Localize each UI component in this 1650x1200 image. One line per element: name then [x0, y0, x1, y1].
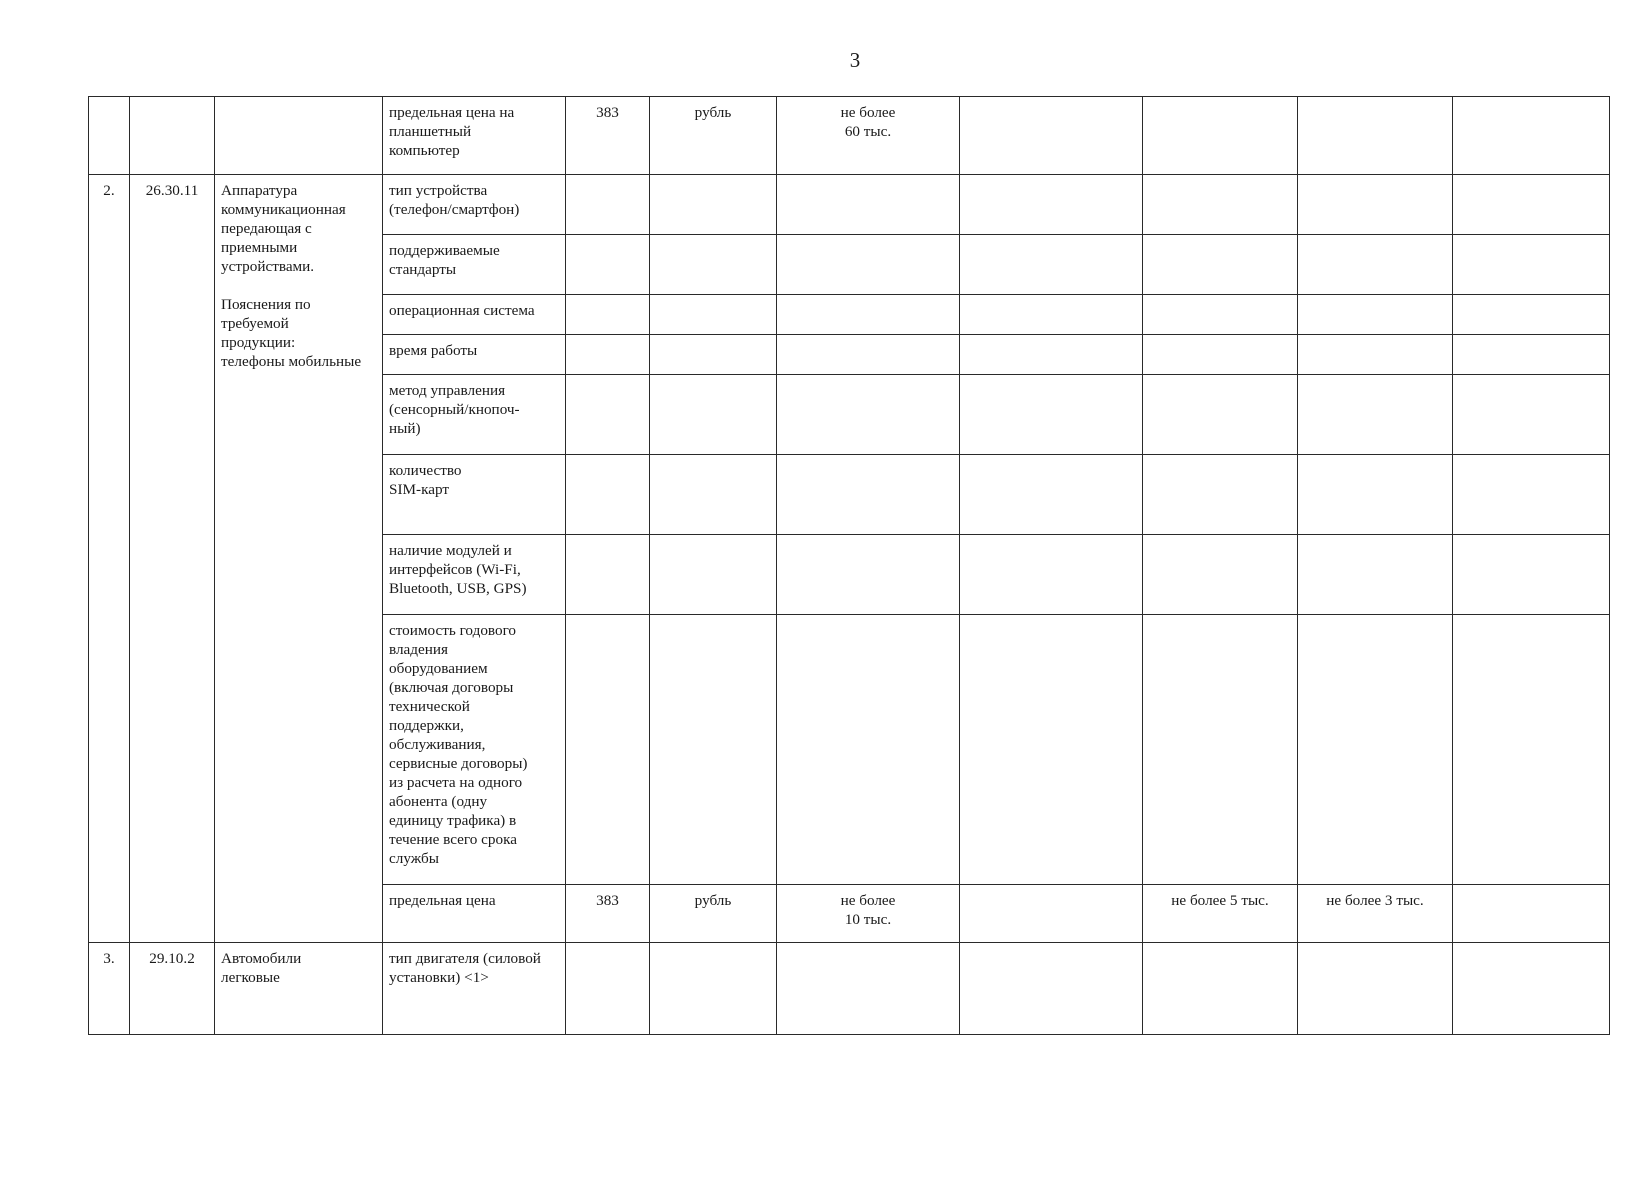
empty-cell — [1143, 295, 1298, 335]
empty-cell — [650, 535, 777, 615]
empty-cell — [777, 295, 960, 335]
empty-cell — [960, 615, 1143, 885]
empty-cell — [1453, 335, 1610, 375]
empty-cell — [650, 615, 777, 885]
empty-cell — [1453, 175, 1610, 235]
empty-cell — [1453, 943, 1610, 1035]
product-name-cell: Автомобили легковые — [215, 943, 383, 1035]
empty-cell — [566, 615, 650, 885]
characteristic-cell: предельная цена — [383, 885, 566, 943]
okpd-code-cell: 29.10.2 — [130, 943, 215, 1035]
characteristic-cell: стоимость годового владения оборудованием (включая договоры технической поддержки, обслуживания, сервисные договоры) из расчета на одного абонента (одну единицу трафика) в течение всего срока службы — [383, 615, 566, 885]
empty-cell — [1453, 615, 1610, 885]
empty-cell — [960, 535, 1143, 615]
empty-cell — [1298, 175, 1453, 235]
empty-cell — [1143, 615, 1298, 885]
empty-cell — [960, 235, 1143, 295]
empty-cell — [566, 175, 650, 235]
empty-cell — [566, 375, 650, 455]
value-cell: не более 5 тыс. — [1143, 885, 1298, 943]
characteristic-cell: метод управления (сенсорный/кнопоч- ный) — [383, 375, 566, 455]
empty-cell — [650, 375, 777, 455]
okpd-code-cell: 26.30.11 — [130, 175, 215, 943]
empty-cell — [566, 235, 650, 295]
page-number: 3 — [849, 48, 861, 72]
empty-cell — [1143, 235, 1298, 295]
empty-cell — [650, 943, 777, 1035]
value-cell: не более 10 тыс. — [777, 885, 960, 943]
empty-cell — [960, 295, 1143, 335]
okei-code-cell: 383 — [566, 885, 650, 943]
empty-cell — [1298, 97, 1453, 175]
empty-cell — [650, 335, 777, 375]
empty-cell — [1298, 235, 1453, 295]
empty-cell — [960, 97, 1143, 175]
empty-cell — [650, 175, 777, 235]
empty-cell — [1298, 335, 1453, 375]
empty-cell — [1453, 295, 1610, 335]
empty-cell — [777, 455, 960, 535]
characteristic-cell: количество SIM-карт — [383, 455, 566, 535]
empty-cell — [1143, 455, 1298, 535]
empty-cell — [1143, 97, 1298, 175]
characteristic-cell: операционная система — [383, 295, 566, 335]
empty-cell — [1143, 535, 1298, 615]
empty-cell — [777, 375, 960, 455]
empty-cell — [1143, 175, 1298, 235]
empty-cell — [566, 295, 650, 335]
unit-cell: рубль — [650, 97, 777, 175]
empty-cell — [1298, 295, 1453, 335]
empty-cell — [1143, 335, 1298, 375]
empty-cell — [650, 235, 777, 295]
characteristic-cell: тип двигателя (силовой установки) <1> — [383, 943, 566, 1035]
empty-cell — [960, 943, 1143, 1035]
empty-cell — [777, 175, 960, 235]
empty-cell — [1298, 535, 1453, 615]
empty-cell — [650, 295, 777, 335]
empty-cell — [650, 455, 777, 535]
empty-cell — [960, 455, 1143, 535]
empty-cell — [1453, 235, 1610, 295]
empty-cell — [1453, 375, 1610, 455]
unit-cell: рубль — [650, 885, 777, 943]
empty-cell — [566, 335, 650, 375]
characteristic-cell: предельная цена на планшетный компьютер — [383, 97, 566, 175]
empty-cell — [566, 943, 650, 1035]
empty-cell — [777, 615, 960, 885]
value-cell: не более 60 тыс. — [777, 97, 960, 175]
okei-code-cell: 383 — [566, 97, 650, 175]
empty-cell — [1453, 885, 1610, 943]
empty-cell — [1298, 455, 1453, 535]
table-row — [89, 943, 1610, 1035]
empty-cell — [960, 335, 1143, 375]
empty-cell — [960, 375, 1143, 455]
empty-cell — [777, 535, 960, 615]
empty-cell — [960, 175, 1143, 235]
empty-cell — [1143, 375, 1298, 455]
value-cell: не более 3 тыс. — [1298, 885, 1453, 943]
empty-cell — [1298, 943, 1453, 1035]
okpd-code-cell — [130, 97, 215, 175]
empty-cell — [1453, 535, 1610, 615]
characteristic-cell: время работы — [383, 335, 566, 375]
requirements-table — [88, 96, 1610, 1035]
product-name-cell — [215, 97, 383, 175]
empty-cell — [777, 943, 960, 1035]
empty-cell — [566, 535, 650, 615]
table-row — [89, 175, 1610, 235]
row-number-cell: 2. — [89, 175, 130, 943]
characteristic-cell: поддерживаемые стандарты — [383, 235, 566, 295]
empty-cell — [777, 335, 960, 375]
empty-cell — [566, 455, 650, 535]
table-row — [89, 97, 1610, 175]
row-number-cell: 3. — [89, 943, 130, 1035]
product-name-cell: Аппаратура коммуникационная передающая с приемными устройствами. Пояснения по требуемой продукции: телефоны мобильные — [215, 175, 383, 943]
characteristic-cell: наличие модулей и интерфейсов (Wi-Fi, Bluetooth, USB, GPS) — [383, 535, 566, 615]
empty-cell — [960, 885, 1143, 943]
empty-cell — [1298, 375, 1453, 455]
empty-cell — [1298, 615, 1453, 885]
empty-cell — [777, 235, 960, 295]
empty-cell — [1143, 943, 1298, 1035]
empty-cell — [1453, 455, 1610, 535]
row-number-cell — [89, 97, 130, 175]
characteristic-cell: тип устройства (телефон/смартфон) — [383, 175, 566, 235]
empty-cell — [1453, 97, 1610, 175]
